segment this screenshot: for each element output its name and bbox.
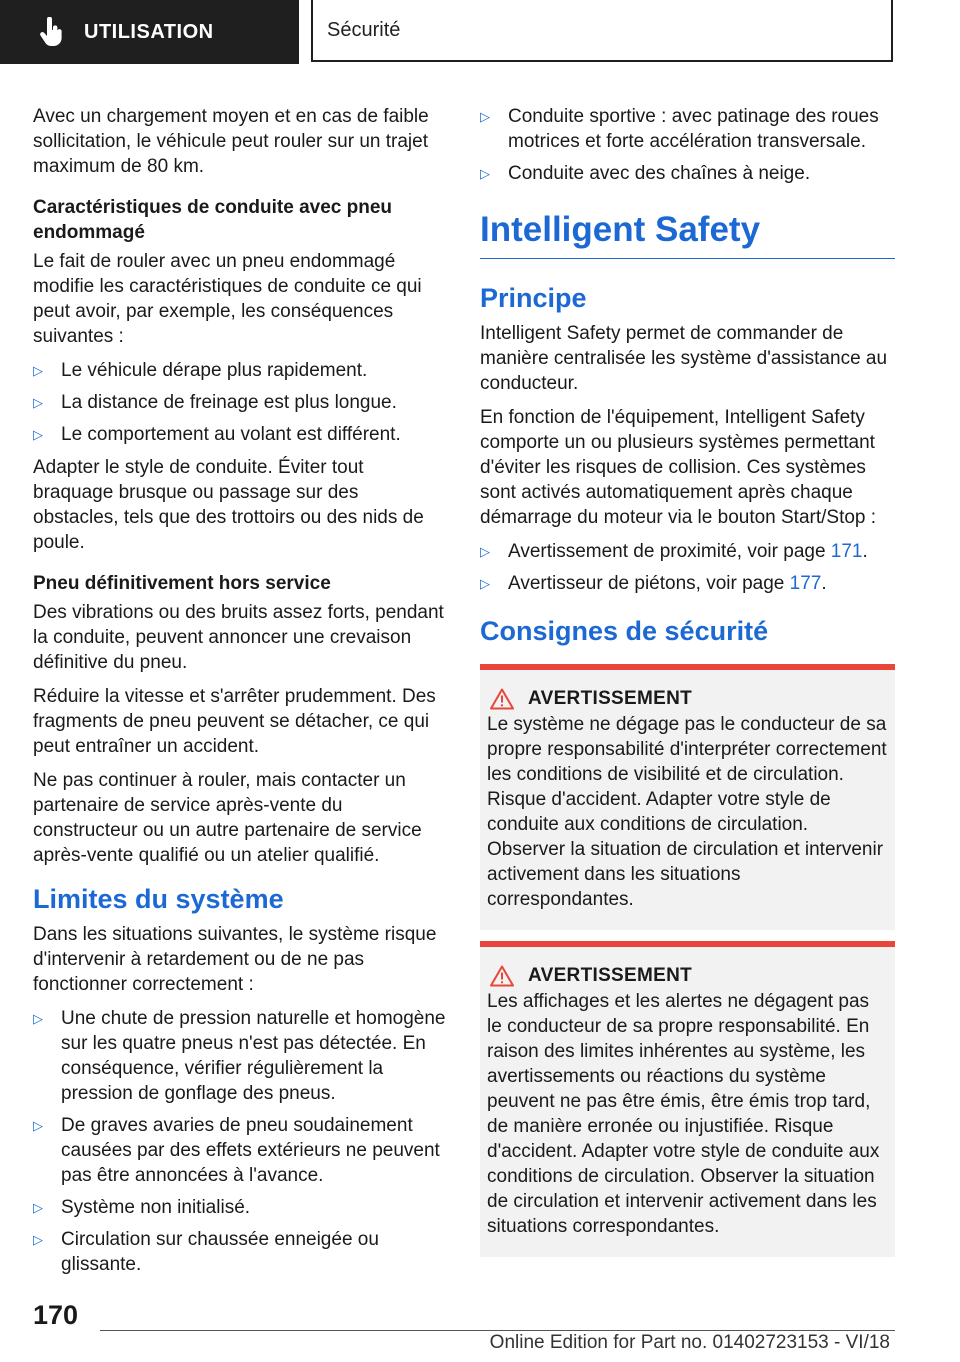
footer-divider [100,1330,895,1331]
heading-principle: Principe [480,283,587,313]
subheading-damaged-tire: Caractéristiques de conduite avec pneu endommagé [33,197,393,243]
list-item: ▷ De graves avaries de pneu soudainement causées par des effets extérieurs ne peuvent pas être annoncées à l'avance. [33,1115,440,1186]
page-footer [0,1290,960,1362]
warning-header [487,965,887,987]
consequences-list [33,358,447,447]
list-item: ▷ Conduite avec des chaînes à neige. [480,163,811,184]
paragraph: Le fait de rouler avec un pneu endommagé modifie les caractéristiques de conduite ce qui peut avoir, par exemple, les conséquences suivantes : [33,251,422,347]
warning-label: AVERTISSEMENT [528,688,693,709]
bullet-triangle-icon: ▷ [480,166,490,181]
section-frame [311,0,893,62]
page-number: 170 [33,1300,79,1330]
warning-label: AVERTISSEMENT [528,965,693,986]
section-title: Sécurité [327,18,401,41]
page-link-171[interactable]: 171 [830,541,863,562]
list-item: ▷ Circulation sur chaussée enneigée ou glissante. [33,1229,379,1275]
subheading-tire-out-of-service: Pneu définitivement hors service [33,573,331,594]
bullet-triangle-icon: ▷ [33,427,43,442]
paragraph: En fonction de l'équipement, Intelligent Safety comporte un ou plusieurs systèmes permettant d'éviter les risques de collision. Ces systèmes sont activés automatiquement après chaque démarrage du moteur via le bouton Start/Stop : [480,407,877,528]
list-item: ▷ Le comportement au volant est différent. [33,424,401,445]
warning-text: Le système ne dégage pas le conducteur de sa propre responsabilité d'interpréter correctement les conditions de visibilité et de circulation. Risque d'accident. Adapter votre style de conduite aux conditions de circulation. Observer la situation de circulation et intervenir activement dans les situations correspondantes. [487,714,887,910]
paragraph: Dans les situations suivantes, le système risque d'intervenir à retardement ou de ne pas fonctionner correctement : [33,924,437,995]
bullet-triangle-icon: ▷ [33,1011,43,1026]
heading-system-limits: Limites du système [33,884,284,914]
warning-triangle-icon [490,688,514,710]
paragraph: Intelligent Safety permet de commander de manière centralisée les système d'assistance au conducteur. [480,323,888,394]
bullet-triangle-icon: ▷ [33,1232,43,1247]
warning-triangle-icon [490,965,514,987]
list-item: ▷ Avertissement de proximité, voir page 171. [480,541,868,562]
paragraph: Ne pas continuer à rouler, mais contacter un partenaire de service après-vente du constructeur ou un autre partenaire de service après-vente qualifié ou un atelier qualifié. [33,770,422,866]
edition-note: Online Edition for Part no. 01402723153 - VI/18 [489,1332,890,1353]
heading-safety-instructions: Consignes de sécurité [480,616,769,646]
list-item: ▷ La distance de freinage est plus longue. [33,392,397,413]
bullet-triangle-icon: ▷ [480,544,490,559]
bullet-triangle-icon: ▷ [480,109,490,124]
right-column [480,104,895,1268]
list-item: ▷ Le véhicule dérape plus rapidement. [33,360,368,381]
left-column [33,104,447,1285]
bullet-triangle-icon: ▷ [480,576,490,591]
warning-box [480,941,895,1257]
paragraph: Avec un chargement moyen et en cas de faible sollicitation, le véhicule peut rouler sur un trajet maximum de 80 km. [33,106,429,177]
bullet-triangle-icon: ▷ [33,363,43,378]
warning-text: Les affichages et les alertes ne dégagent pas le conducteur de sa propre responsabilité. En raison des limites inhérentes au système, les avertissements ou réactions du système peuvent ne pas être émis, être émis trop tard, de manière erronée ou injustifiée. Risque d'accident. Adapter votre style de conduite aux conditions de circulation. Observer la situation de circulation et intervenir activement dans les situations correspondantes. [487,991,880,1237]
paragraph: Réduire la vitesse et s'arrêter prudemment. Des fragments de pneu peuvent se détacher, ce qui peut entraîner un accident. [33,686,436,757]
paragraph: Des vibrations ou des bruits assez forts, pendant la conduite, peuvent annoncer une crevaison définitive du pneu. [33,602,444,673]
paragraph: Adapter le style de conduite. Éviter tout braquage brusque ou passage sur des obstacles, tels que des trottoirs ou des nids de poule. [33,457,424,553]
systems-list [480,539,895,596]
limits-list-continued [480,104,895,186]
chapter-tab [0,0,299,64]
list-item: ▷ Conduite sportive : avec patinage des roues motrices et forte accélération transversale. [480,106,879,152]
bullet-triangle-icon: ▷ [33,1200,43,1215]
heading-intelligent-safety: Intelligent Safety [480,206,895,259]
warning-header [487,688,887,710]
page-header [0,0,960,66]
bullet-triangle-icon: ▷ [33,395,43,410]
warning-box [480,664,895,930]
bullet-triangle-icon: ▷ [33,1118,43,1133]
pointing-hand-icon [38,17,64,47]
page-link-177[interactable]: 177 [789,573,822,594]
limits-list [33,1006,447,1277]
list-item: ▷ Système non initialisé. [33,1197,251,1218]
list-item: ▷ Une chute de pression naturelle et homogène sur les quatre pneus n'est pas détectée. En conséquence, vérifier régulièrement la pression de gonflage des pneus. [33,1008,446,1104]
chapter-title: UTILISATION [84,20,214,43]
list-item: ▷ Avertisseur de piétons, voir page 177. [480,573,827,594]
